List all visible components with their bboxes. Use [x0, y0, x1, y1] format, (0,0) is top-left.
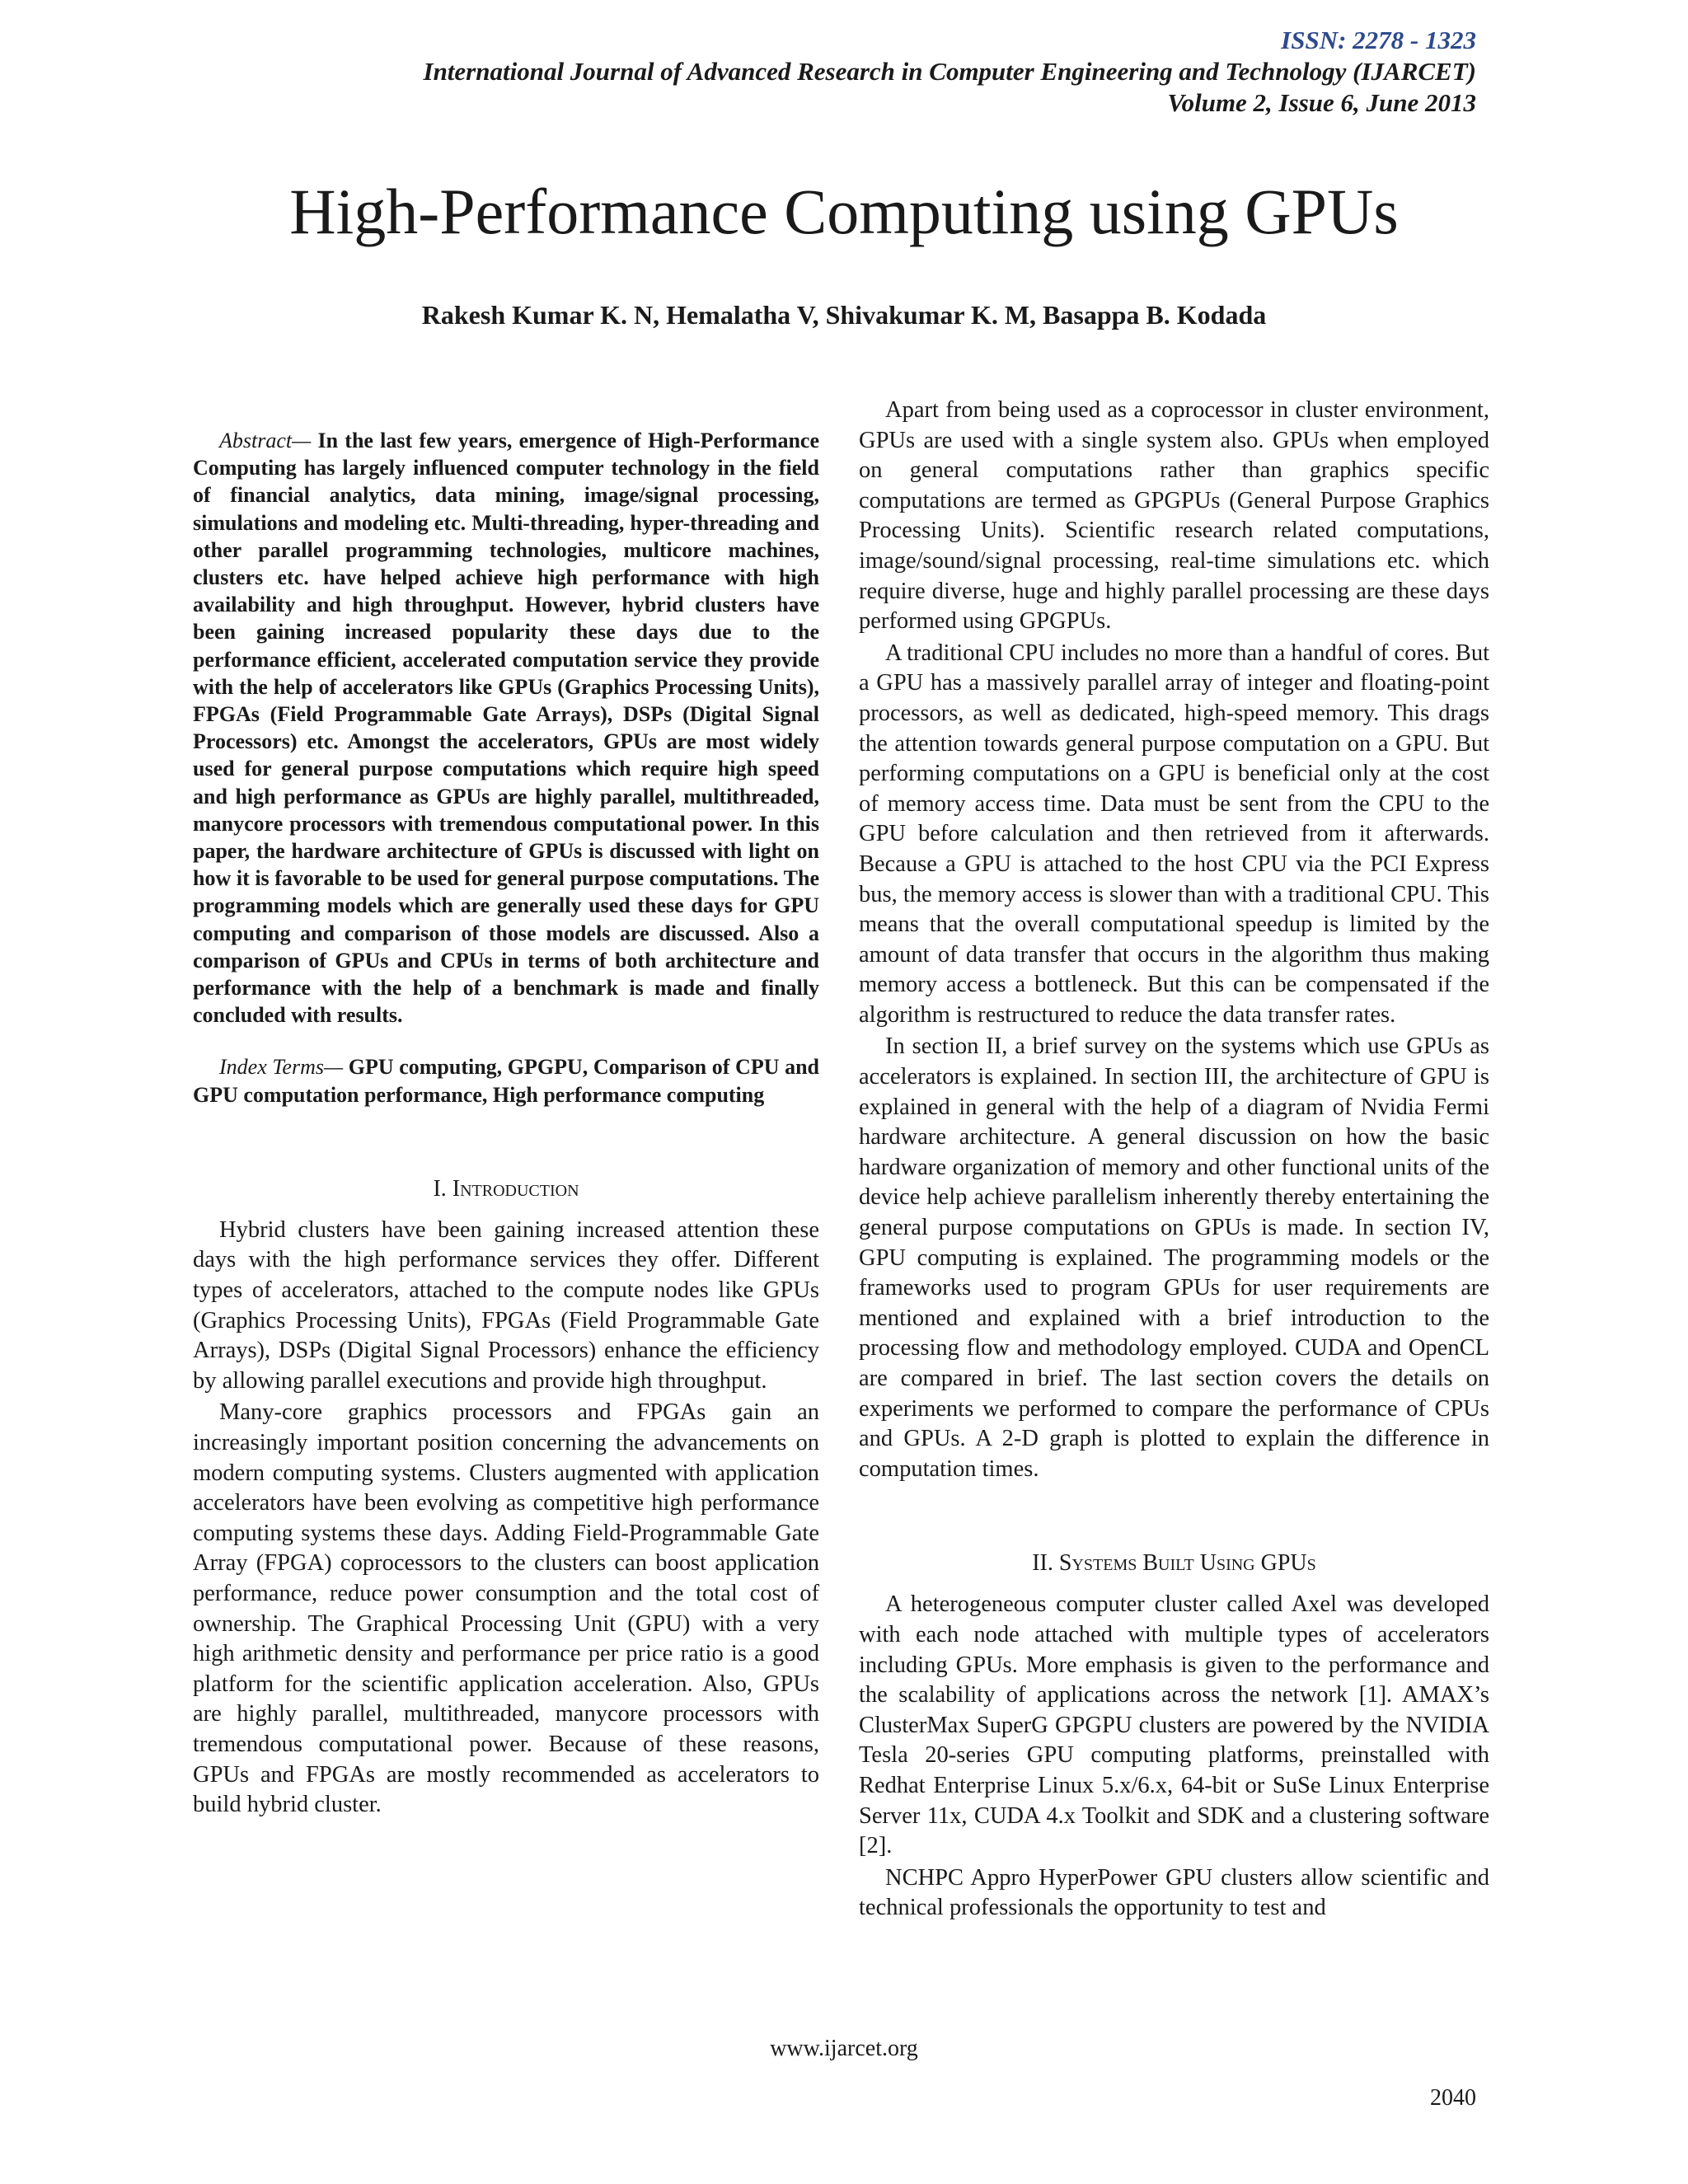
abstract-lead: Abstract—: [219, 429, 312, 452]
section-title: Systems Built Using GPUs: [1058, 1550, 1316, 1577]
journal-name: International Journal of Advanced Research in Computer Engineering and Technology (IJARCET): [423, 57, 1476, 86]
paragraph: Apart from being used as a coprocessor in cluster environment, GPUs are used with a single system also. GPUs when employed on general computations rather than graphics specific computations are termed as GPGPUs (General Purpose Graphics Processing Units). Scientific research related computations, image/sound/signal processing, real-time simulations etc. which require diverse, huge and highly parallel processing are these days performed using GPGPUs.: [859, 397, 1489, 635]
left-column: [193, 427, 819, 1821]
paragraph: Hybrid clusters have been gaining increased attention these days with the high performance services they offer. Different types of accelerators, attached to the compute nodes like GPUs (Graphics Processing Units), FPGAs (Field Programmable Gate Arrays), DSPs (Digital Signal Processors) enhance the efficiency by allowing parallel executions and provide high throughput.: [193, 1216, 819, 1394]
paragraph: Many-core graphics processors and FPGAs gain an increasingly important position concerning the advancements on modern computing systems. Clusters augmented with application accelerators have been evolving as competitive high performance computing systems these days. Adding Field-Programmable Gate Array (FPGA) coprocessors to the clusters can boost application performance, reduce power consumption and the total cost of ownership. The Graphical Processing Unit (GPU) with a very high arithmetic density and performance per price ratio is a good platform for the scientific application acceleration. Also, GPUs are highly parallel, multithreaded, manycore processors with tremendous computational power. Because of these reasons, GPUs and FPGAs are mostly recommended as accelerators to build hybrid cluster.: [193, 1399, 819, 1818]
index-terms: [193, 1053, 819, 1108]
section-number: II.: [1032, 1550, 1059, 1577]
paper-title: High-Performance Computing using GPUs: [289, 176, 1399, 247]
paragraph: A traditional CPU includes no more than a handful of cores. But a GPU has a massively parallel array of integer and floating-point processors, as well as dedicated, high-speed memory. This drags the attention towards general purpose computation on a GPU. But performing computations on a GPU is beneficial only at the cost of memory access time. Data must be sent from the CPU to the GPU before calculation and then retrieved from it afterwards. Because a GPU is attached to the host CPU via the PCI Express bus, the memory access is slower than with a traditional CPU. This means that the overall computational speedup is limited by the amount of data transfer that occurs in the algorithm thus making memory access a bottleneck. But this can be compensated if the algorithm is restructured to reduce the data transfer rates.: [859, 640, 1489, 1028]
footer-url: www.ijarcet.org: [770, 2036, 918, 2061]
page-number: 2040: [1430, 2085, 1476, 2111]
volume-info: Volume 2, Issue 6, June 2013: [1167, 88, 1476, 117]
paragraph: A heterogeneous computer cluster called Axel was developed with each node attached with multiple types of accelerators including GPUs. More emphasis is given to the performance and the scalability of applications across the network [1]. AMAX’s ClusterMax SuperG GPGPU clusters are powered by the NVIDIA Tesla 20-series GPU computing platforms, preinstalled with Redhat Enterprise Linux 5.x/6.x, 64-bit or SuSe Linux Enterprise Server 11x, CUDA 4.x Toolkit and SDK and a clustering software [2].: [859, 1591, 1489, 1859]
author-list: Rakesh Kumar K. N, Hemalatha V, Shivakumar K. M, Basappa B. Kodada: [421, 300, 1267, 330]
journal-header: [240, 25, 1476, 119]
issn: ISSN: 2278 - 1323: [1281, 26, 1476, 54]
section-title: Introduction: [452, 1175, 579, 1202]
section-heading-introduction: [193, 1174, 819, 1204]
paragraph: In section II, a brief survey on the systems which use GPUs as accelerators is explained. In section III, the architecture of GPU is explained in general with the help of a diagram of Nvidia Fermi hardware architecture. A general discussion on how the basic hardware organization of memory and other functional units of the device help achieve parallelism inherently thereby entertaining the general purpose computations on GPUs is made. In section IV, GPU computing is explained. The programming models or the frameworks used to program GPUs for user requirements are mentioned and explained with a brief introduction to the processing flow and methodology employed. CUDA and OpenCL are compared in brief. The last section covers the details on experiments we performed to compare the performance of CPUs and GPUs. A 2-D graph is plotted to explain the difference in computation times.: [859, 1033, 1489, 1482]
section-heading-systems: [859, 1549, 1489, 1578]
section-number: I.: [433, 1175, 452, 1202]
abstract: [193, 427, 819, 1029]
abstract-text: In the last few years, emergence of High-Performance Computing has largely influenced computer technology in the field of financial analytics, data mining, image/signal processing, simulations and modeling etc. Multi-threading, hyper-threading and other parallel programming technologies, multicore machines, clusters etc. have helped achieve high performance with high availability and high throughput. However, hybrid clusters have been gaining increased popularity these days due to the performance efficient, accelerated computation service they provide with the help of accelerators like GPUs (Graphics Processing Units), FPGAs (Field Programmable Gate Arrays), DSPs (Digital Signal Processors) etc. Amongst the accelerators, GPUs are most widely used for general purpose computations which require high speed and high performance as GPUs are highly parallel, multithreaded, manycore processors with tremendous computational power. In this paper, the hardware architecture of GPUs is discussed with light on how it is favorable to be used for general purpose computations. The programming models which are generally used these days for GPU computing and comparison of those models are discussed. Also a comparison of GPUs and CPUs in terms of both architecture and performance with the help of a benchmark is made and finally concluded with results.: [193, 429, 819, 1028]
index-terms-lead: Index Terms—: [219, 1055, 344, 1080]
right-column: [859, 396, 1489, 1924]
index-terms-text: GPU computing, GPGPU, Comparison of CPU and GPU computation performance, High performance computing: [193, 1055, 820, 1107]
paragraph: NCHPC Appro HyperPower GPU clusters allow scientific and technical professionals the opportunity to test and: [859, 1864, 1489, 1921]
